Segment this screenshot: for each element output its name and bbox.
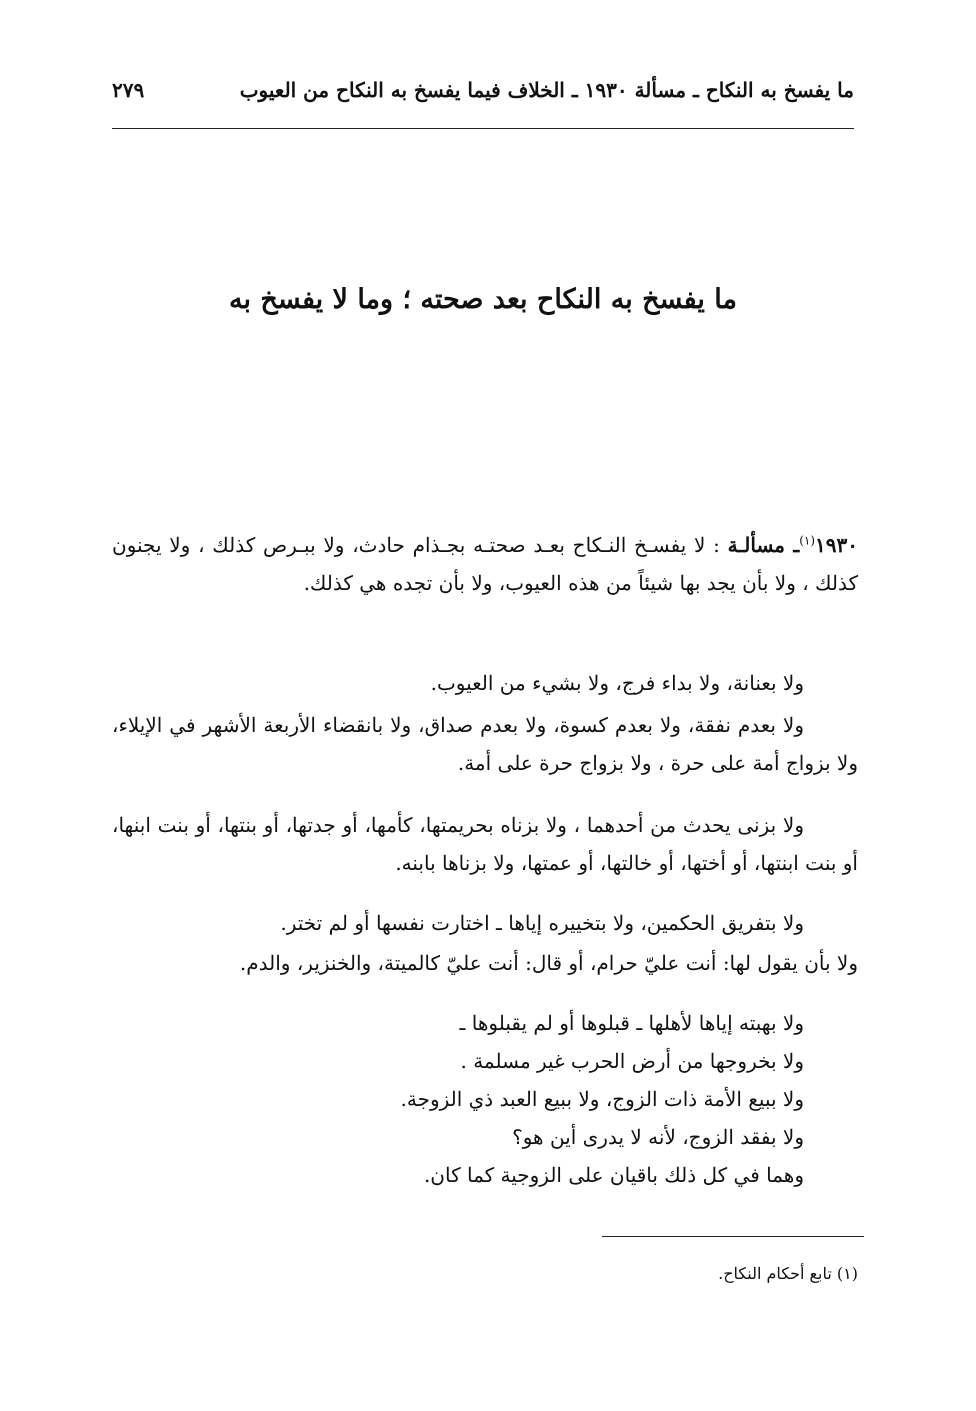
paragraph-text: ولا بهبته إياها لأهلها ـ قبلوها أو لم يقبلوها ـ xyxy=(459,1011,804,1035)
paragraph-2 xyxy=(112,706,858,782)
page-number: ٢٧٩ xyxy=(112,78,145,102)
footnote-rule xyxy=(602,1236,864,1237)
footnote: (١) تابع أحكام النكاح. xyxy=(718,1264,858,1283)
paragraph-text: ولا بزنى يحدث من أحدهما ، ولا بزناه بحريمتها، كأمها، أو جدتها، أو بنتها، أو بنت ابنها، أو بنت ابنتها، أو أختها، أو خالتها، أو عمتها، ولا بزناها بابنه. xyxy=(112,813,858,875)
paragraph-text: ولا بخروجها من أرض الحرب غير مسلمة . xyxy=(460,1049,804,1073)
paragraph-text: ولا بتفريق الحكمين، ولا بتخييره إياها ـ اختارت نفسها أو لم تختر. xyxy=(280,911,804,935)
chapter-title: ما يفسخ به النكاح بعد صحته ؛ وما لا يفسخ به xyxy=(229,284,737,315)
paragraph-3 xyxy=(112,806,858,882)
running-title: ما يفسخ به النكاح ـ مسألة ١٩٣٠ ـ الخلاف فيما يفسخ به النكاح من العيوب xyxy=(239,78,854,102)
paragraph-list xyxy=(112,1004,804,1194)
issue-label: ـ مسألـة xyxy=(727,533,800,557)
footnote-reference: (١) xyxy=(799,533,816,548)
paragraph-text: ولا بعدم نفقة، ولا بعدم كسوة، ولا بعدم صداق، ولا بانقضاء الأربعة الأشهر في الإيلاء، ولا بزواج أمة على حرة ، ولا بزواج حرة على أمة. xyxy=(112,713,858,775)
paragraph-text: ولا بعنانة، ولا بداء فرج، ولا بشيء من العيوب. xyxy=(430,671,804,695)
header-rule xyxy=(112,128,854,129)
paragraph-4 xyxy=(112,904,804,942)
paragraph-text: ولا بأن يقول لها: أنت عليّ حرام، أو قال: أنت عليّ كالميتة، والخنزير، والدم. xyxy=(239,951,858,975)
issue-text: : لا يفسـخ النـكاح بعـد صحتـه بجـذام حادث، ولا ببـرص كذلك ، ولا يجنون كذلك ، ولا بأن يجد بها شيئاً من هذه العيوب، ولا بأن تجده هي كذلك. xyxy=(112,533,858,595)
paragraph-text: وهما في كل ذلك باقيان على الزوجية كما كان. xyxy=(423,1163,804,1187)
paragraph-5 xyxy=(112,944,858,982)
page-header xyxy=(112,78,854,114)
issue-paragraph xyxy=(112,526,858,602)
paragraph-text: ولا بفقد الزوج، لأنه لا يدرى أين هو؟ xyxy=(512,1125,804,1149)
issue-number: ١٩٣٠ xyxy=(815,533,858,557)
paragraph-text: ولا ببيع الأمة ذات الزوج، ولا ببيع العبد ذي الزوجة. xyxy=(400,1087,804,1111)
paragraph-1 xyxy=(112,664,804,702)
